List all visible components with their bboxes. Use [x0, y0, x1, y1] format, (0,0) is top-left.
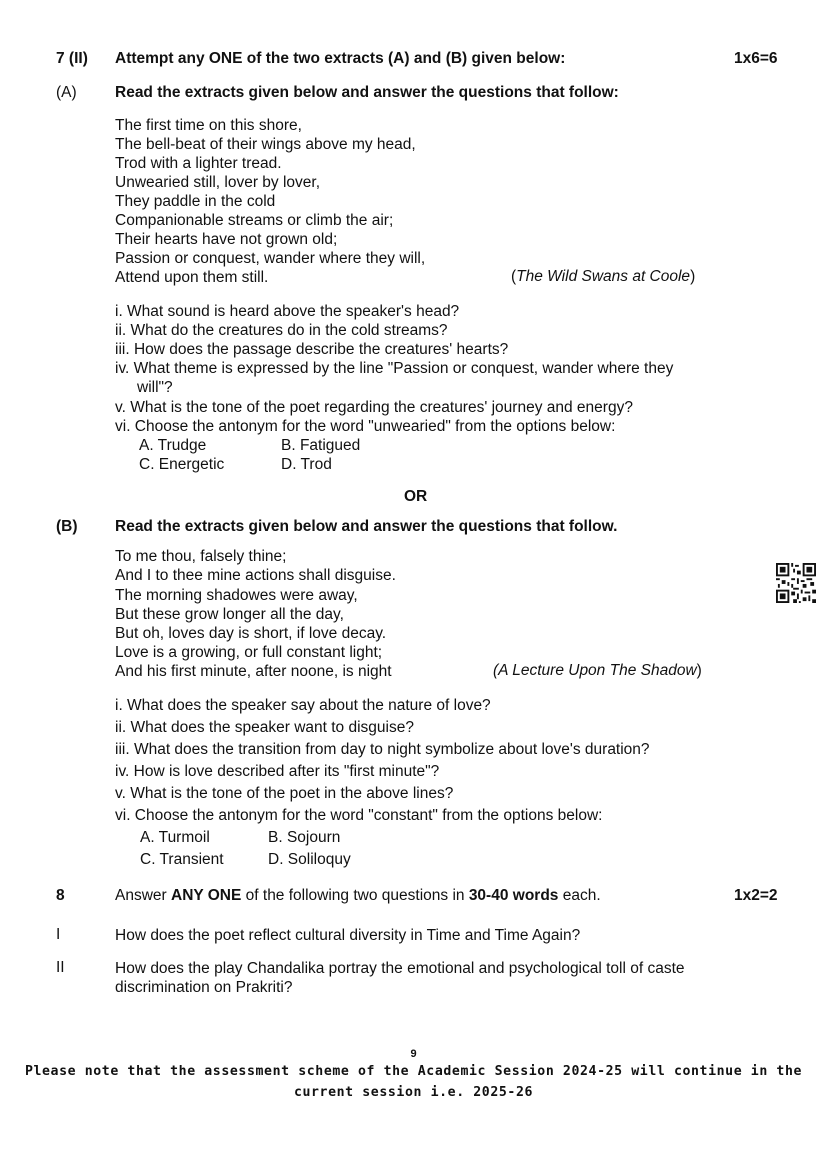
subquestion-text: How does the play Chandalika portray the emotional and psychological toll of caste — [115, 960, 685, 977]
poem-line: They paddle in the cold — [115, 193, 276, 210]
question-item: v. What is the tone of the poet in the above lines? — [115, 785, 454, 802]
question-item: i. What does the speaker say about the nature of love? — [115, 697, 491, 714]
poem-line: And his first minute, after noone, is night — [115, 663, 392, 680]
extract-a-source: (The Wild Swans at Coole) — [511, 268, 696, 285]
option-item: C. Energetic — [139, 456, 225, 473]
poem-line: Their hearts have not grown old; — [115, 231, 338, 248]
qr-code-icon — [776, 563, 816, 603]
question-item: vi. Choose the antonym for the word "constant" from the options below: — [115, 807, 603, 824]
question-item: ii. What do the creatures do in the cold streams? — [115, 322, 448, 339]
option-item: B. Fatigued — [281, 437, 361, 454]
poem-line: Trod with a lighter tread. — [115, 155, 282, 172]
extract-b-heading: Read the extracts given below and answer the questions that follow. — [115, 518, 618, 535]
extract-b-label: (B) — [56, 518, 78, 535]
poem-line: Passion or conquest, wander where they will, — [115, 250, 426, 267]
question-item-continued: will"? — [137, 379, 173, 396]
question-number: 7 (II) — [56, 50, 88, 67]
option-item: D. Trod — [281, 456, 332, 473]
question-item: iv. How is love described after its "first minute"? — [115, 763, 440, 780]
poem-line: The bell-beat of their wings above my head, — [115, 136, 416, 153]
option-item: B. Sojourn — [268, 829, 341, 846]
subquestion-text: discrimination on Prakriti? — [115, 979, 293, 996]
option-item: A. Turmoil — [140, 829, 210, 846]
page-number: 9 — [410, 1048, 417, 1060]
poem-line: The first time on this shore, — [115, 117, 302, 134]
poem-line: Attend upon them still. — [115, 269, 269, 286]
footer-note-line: Please note that the assessment scheme of the Academic Session 2024-25 will continue in the — [24, 1064, 803, 1079]
poem-line: And I to thee mine actions shall disguise. — [115, 567, 396, 584]
poem-line: Companionable streams or climb the air; — [115, 212, 394, 229]
subquestion-text: How does the poet reflect cultural diversity in Time and Time Again? — [115, 927, 581, 944]
poem-line: To me thou, falsely thine; — [115, 548, 287, 565]
poem-line: But these grow longer all the day, — [115, 606, 344, 623]
poem-line: Love is a growing, or full constant light; — [115, 644, 383, 661]
question-item: v. What is the tone of the poet regarding the creatures' journey and energy? — [115, 399, 633, 416]
question-item: vi. Choose the antonym for the word "unwearied" from the options below: — [115, 418, 616, 435]
question-item: iii. How does the passage describe the creatures' hearts? — [115, 341, 509, 358]
question-item: iv. What theme is expressed by the line "Passion or conquest, wander where they — [115, 360, 674, 377]
extract-a-label: (A) — [56, 84, 77, 101]
extract-b-source: (A Lecture Upon The Shadow) — [493, 662, 702, 679]
poem-line: Unwearied still, lover by lover, — [115, 174, 321, 191]
subquestion-label: II — [56, 959, 65, 976]
question-item: i. What sound is heard above the speaker's head? — [115, 303, 460, 320]
question-item: iii. What does the transition from day to night symbolize about love's duration? — [115, 741, 650, 758]
subquestion-label: I — [56, 926, 61, 943]
question-instruction: Answer ANY ONE of the following two questions in 30-40 words each. — [115, 887, 601, 904]
question-item: ii. What does the speaker want to disguise? — [115, 719, 414, 736]
option-item: A. Trudge — [139, 437, 207, 454]
footer-note-line: current session i.e. 2025-26 — [293, 1085, 534, 1100]
or-separator: OR — [404, 488, 428, 505]
poem-line: The morning shadowes were away, — [115, 587, 358, 604]
option-item: C. Transient — [140, 851, 224, 868]
poem-line: But oh, loves day is short, if love decay. — [115, 625, 387, 642]
marks-label: 1x6=6 — [734, 50, 778, 67]
marks-label: 1x2=2 — [734, 887, 778, 904]
option-item: D. Soliloquy — [268, 851, 351, 868]
question-number: 8 — [56, 887, 65, 904]
extract-a-heading: Read the extracts given below and answer the questions that follow: — [115, 84, 619, 101]
question-instruction: Attempt any ONE of the two extracts (A) and (B) given below: — [115, 50, 566, 67]
